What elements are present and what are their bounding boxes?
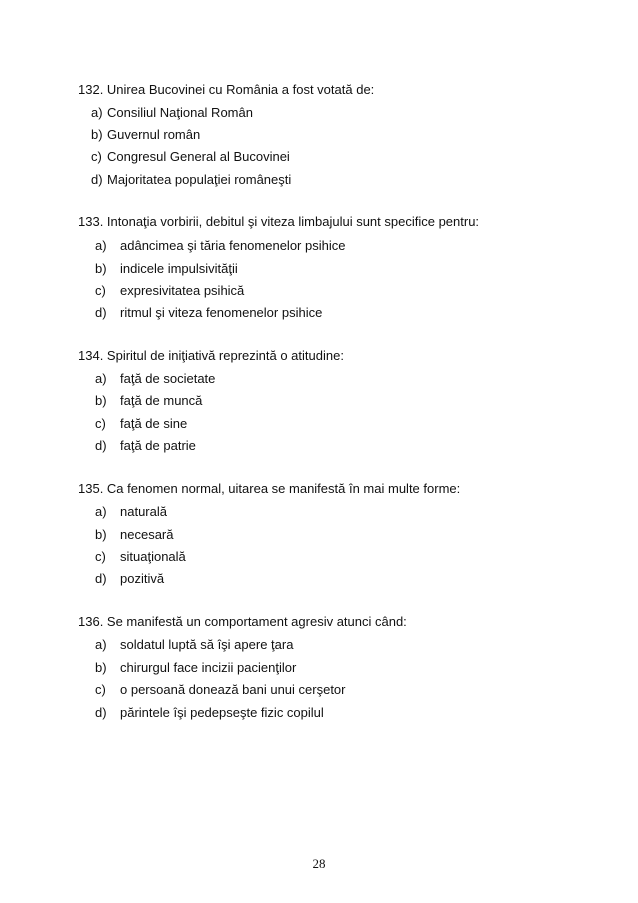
question-133-option-b	[95, 261, 238, 277]
option-text: situaţională	[120, 549, 186, 564]
option-text: adâncimea şi tăria fenomenelor psihice	[120, 238, 346, 253]
option-letter: d)	[95, 705, 107, 720]
question-132: 132. Unirea Bucovinei cu România a fost votată de:	[78, 82, 375, 97]
option-text: Majoritatea populaţiei româneşti	[107, 172, 292, 187]
question-134-option-d	[95, 438, 196, 454]
option-letter: d)	[95, 438, 107, 453]
option-text: faţă de societate	[120, 371, 216, 386]
question-132-option-a	[91, 105, 253, 121]
question-135-option-b	[95, 527, 173, 543]
question-134-option-a	[95, 371, 215, 387]
option-letter: b)	[95, 660, 107, 675]
option-text: faţă de muncă	[120, 393, 203, 408]
option-letter: a)	[95, 371, 107, 386]
question-135: 135. Ca fenomen normal, uitarea se manifestă în mai multe forme:	[78, 481, 461, 496]
question-136-option-b	[95, 660, 296, 676]
question-135-option-d	[95, 571, 164, 587]
option-text: naturală	[120, 504, 167, 519]
option-letter: a)	[95, 238, 107, 253]
option-text: necesară	[120, 527, 174, 542]
question-133-option-a	[95, 238, 345, 254]
option-letter: c)	[95, 682, 106, 697]
option-letter: b)	[95, 393, 107, 408]
option-letter: c)	[95, 416, 106, 431]
option-text: pozitivă	[120, 571, 165, 586]
option-letter: c)	[91, 149, 102, 164]
option-text: ritmul şi viteza fenomenelor psihice	[120, 305, 323, 320]
option-letter: b)	[95, 527, 107, 542]
option-letter: b)	[95, 261, 107, 276]
question-133-option-d	[95, 305, 322, 321]
question-135-option-a	[95, 504, 167, 520]
question-134-option-c	[95, 416, 187, 432]
question-133-option-c	[95, 283, 244, 299]
option-letter: d)	[91, 172, 103, 187]
page-number: 28	[312, 856, 326, 871]
option-letter: a)	[95, 637, 107, 652]
option-letter: a)	[91, 105, 103, 120]
option-text: o persoană donează bani unui cerşetor	[120, 682, 346, 697]
option-letter: c)	[95, 549, 106, 564]
option-text: Congresul General al Bucovinei	[107, 149, 290, 164]
option-text: soldatul luptă să îşi apere ţara	[120, 637, 294, 652]
question-135-option-c	[95, 549, 186, 565]
option-text: expresivitatea psihică	[120, 283, 245, 298]
option-text: faţă de patrie	[120, 438, 196, 453]
question-132-option-c	[91, 149, 290, 165]
option-text: părintele îşi pedepseşte fizic copilul	[120, 705, 324, 720]
question-134: 134. Spiritul de iniţiativă reprezintă o atitudine:	[78, 348, 344, 363]
option-letter: c)	[95, 283, 106, 298]
question-136-option-d	[95, 705, 324, 721]
question-132-option-b	[91, 127, 200, 143]
question-134-option-b	[95, 393, 202, 409]
question-136-option-c	[95, 682, 346, 698]
option-text: indicele impulsivităţii	[120, 261, 238, 276]
question-136-option-a	[95, 637, 293, 653]
option-text: chirurgul face incizii pacienţilor	[120, 660, 297, 675]
option-letter: d)	[95, 571, 107, 586]
question-133: 133. Intonaţia vorbirii, debitul şi viteza limbajului sunt specifice pentru:	[78, 214, 480, 229]
question-132-option-d	[91, 172, 291, 188]
option-letter: d)	[95, 305, 107, 320]
option-letter: a)	[95, 504, 107, 519]
option-letter: b)	[91, 127, 103, 142]
option-text: Consiliul Naţional Român	[107, 105, 253, 120]
option-text: Guvernul român	[107, 127, 201, 142]
option-text: faţă de sine	[120, 416, 188, 431]
question-136: 136. Se manifestă un comportament agresiv atunci când:	[78, 614, 407, 629]
